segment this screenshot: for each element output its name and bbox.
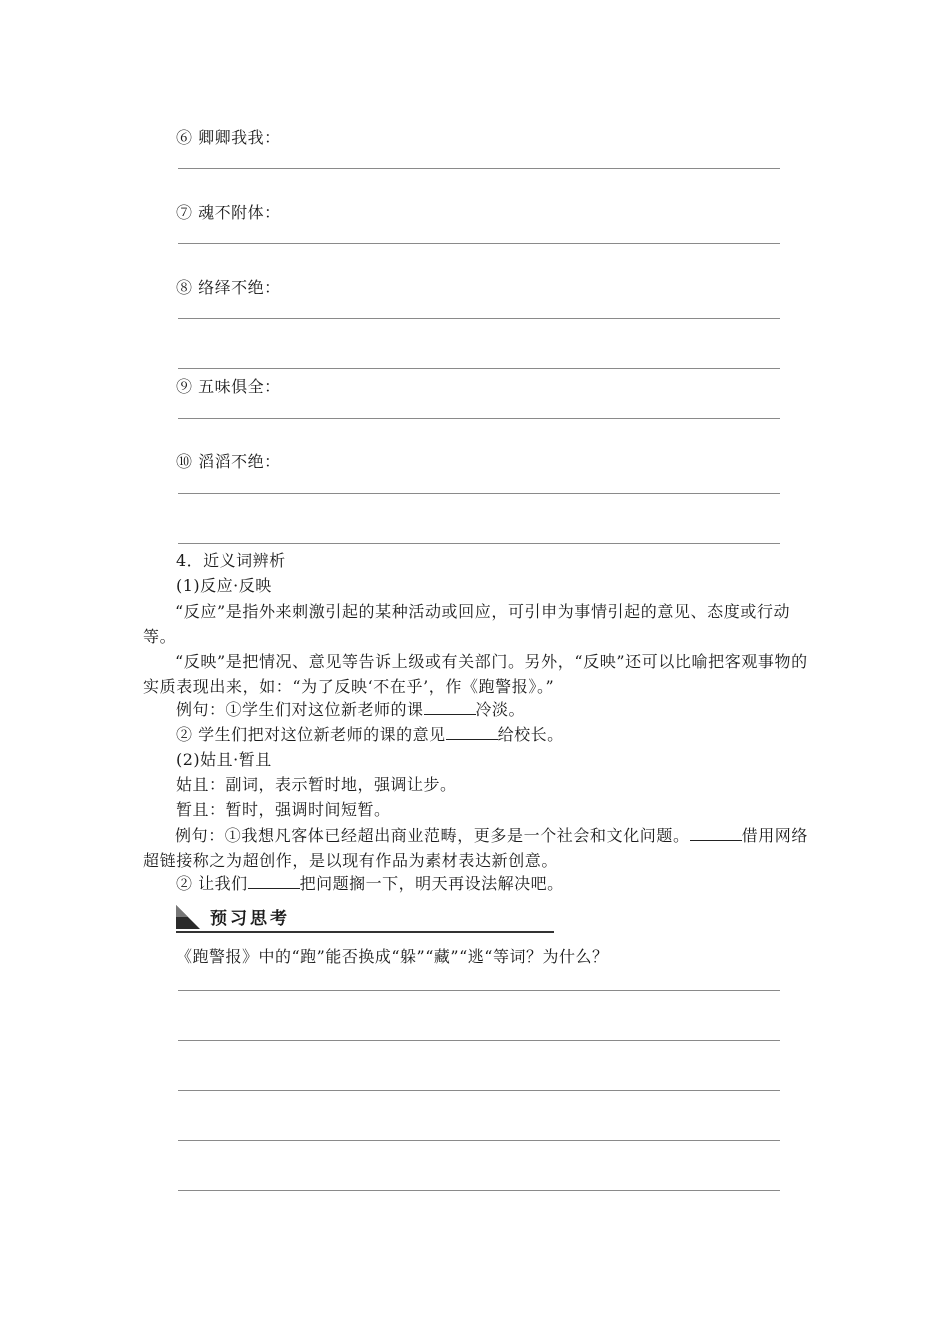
definition-line: 姑且：副词，表示暂时地，强调让步。 <box>176 775 457 794</box>
idiom-item-7: ⑦ 魂不附体： <box>176 203 281 222</box>
answer-line[interactable] <box>178 368 780 369</box>
answer-line[interactable] <box>178 243 780 244</box>
idiom-item-10: ⑩ 滔滔不绝： <box>176 452 281 471</box>
answer-line[interactable] <box>178 1040 780 1041</box>
answer-line[interactable] <box>178 318 780 319</box>
answer-line[interactable] <box>178 493 780 494</box>
idiom-item-6: ⑥ 卿卿我我： <box>176 128 281 147</box>
answer-line[interactable] <box>178 168 780 169</box>
example-text: ② 让我们 <box>176 874 248 893</box>
example-text: 冷淡。 <box>475 700 526 719</box>
idiom-item-9: ⑨ 五味俱全： <box>176 377 281 396</box>
example-text: 把问题搁一下，明天再设法解决吧。 <box>299 874 564 893</box>
example-sentence <box>176 723 564 747</box>
answer-line[interactable] <box>178 543 780 544</box>
fill-blank[interactable] <box>248 874 300 889</box>
fill-blank[interactable] <box>424 700 476 715</box>
example-text: ② 学生们把对这位新老师的课的意见 <box>176 725 446 744</box>
section-banner <box>176 902 554 934</box>
example-sentence <box>176 872 564 896</box>
definition-paragraph: “反映”是把情况、意见等告诉上级或有关部门。另外，“反映”还可以比喻把客观事物的实质表现出来，如：“为了反映‘不在乎’，作《跑警报》。” <box>143 652 808 696</box>
answer-line[interactable] <box>178 1090 780 1091</box>
pair-title-1: (1)反应·反映 <box>176 576 272 595</box>
preview-question: 《跑警报》中的“跑”能否换成“躲”“藏”“逃“等词？为什么？ <box>176 947 609 966</box>
example-sentence <box>176 698 525 722</box>
example-text: 给校长。 <box>497 725 564 744</box>
banner-underline <box>176 931 554 933</box>
example-text: 例句：①我想凡客体已经超出商业范畴，更多是一个社会和文化问题。 <box>175 826 690 845</box>
answer-line[interactable] <box>178 418 780 419</box>
definition-paragraph: “反应”是指外来刺激引起的某种活动或回应，可引申为事情引起的意见、态度或行动等。 <box>143 602 791 646</box>
answer-line[interactable] <box>178 1140 780 1141</box>
example-text: 例句：①学生们对这位新老师的课 <box>176 700 424 719</box>
section-heading: 4．近义词辨析 <box>176 551 286 570</box>
answer-line[interactable] <box>178 1190 780 1191</box>
definition-line: 暂且：暂时，强调时间短暂。 <box>176 800 391 819</box>
idiom-item-8: ⑧ 络绎不绝： <box>176 278 281 297</box>
pair-title-2: (2)姑且·暂且 <box>176 750 272 769</box>
example-text: 借用网络超链接称之为超创作，是以现有作品为素材表达新创意。 <box>143 826 809 870</box>
answer-line[interactable] <box>178 990 780 991</box>
fill-blank[interactable] <box>446 725 498 740</box>
banner-title: 预习思考 <box>210 909 290 929</box>
example-sentence <box>143 823 810 873</box>
fill-blank[interactable] <box>690 826 742 841</box>
corner-triangle-icon <box>176 905 200 929</box>
